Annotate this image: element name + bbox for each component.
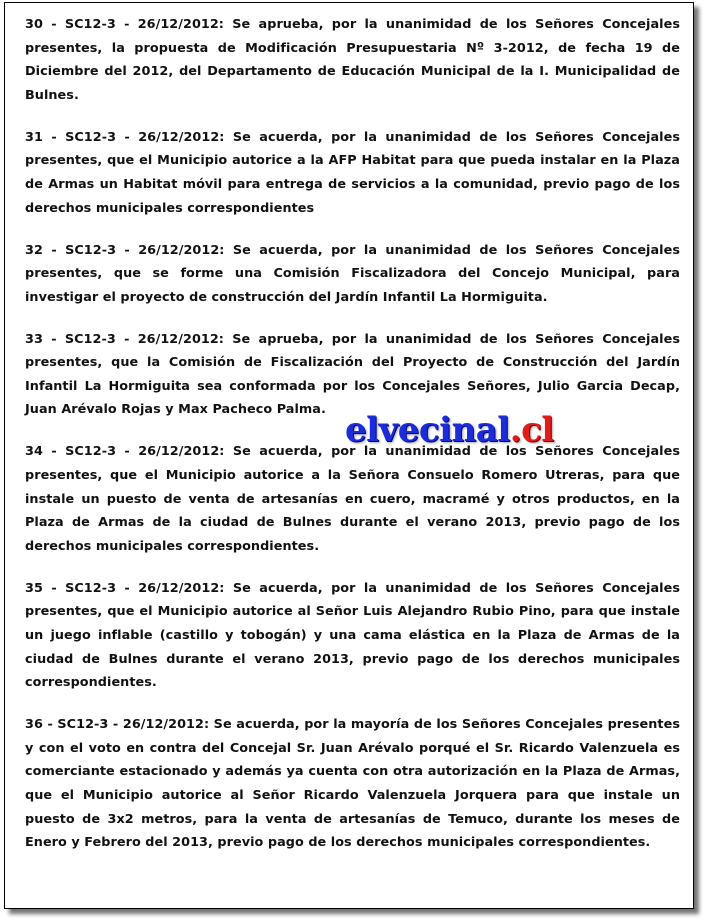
agreement-33: 33 - SC12-3 - 26/12/2012: Se aprueba, por la unanimidad de los Señores Concejales presentes, que la Comisión de Fiscalización del Proyecto de Construcción del Jardín Infantil La Hormiguita sea conformada por los Concejales Señores, Julio Garcia Decap, Juan Arévalo Rojas y Max Pacheco Palma. xyxy=(25,331,680,418)
agreement-31: 31 - SC12-3 - 26/12/2012: Se acuerda, por la unanimidad de los Señores Concejales presentes, que el Municipio autorice a la AFP Habitat para que pueda instalar en la Plaza de Armas un Habitat móvil para entrega de servicios a la comunidad, previo pago de los derechos municipales correspondientes xyxy=(25,129,680,216)
agreement-35: 35 - SC12-3 - 26/12/2012: Se acuerda, por la unanimidad de los Señores Concejales presentes, que el Municipio autorice al Señor Luis Alejandro Rubio Pino, para que instale un juego inflable (castillo y tobogán) y una cama elástica en la Plaza de Armas de la ciudad de Bulnes durante el verano 2013, previo pago de los derechos municipales correspondientes. xyxy=(25,580,680,691)
agreement-36: 36 - SC12-3 - 26/12/2012: Se acuerda, por la mayoría de los Señores Concejales presentes y con el voto en contra del Concejal Sr. Juan Arévalo porqué el Sr. Ricardo Valenzuela es comerciante estacionado y además ya cuenta con otra autorización en la Plaza de Armas, que el Municipio autorice al Señor Ricardo Valenzuela Jorquera para que instale un puesto de 3x2 metros, para la venta de artesanías de Temuco, durante los meses de Enero y Febrero del 2013, previo pago de los derechos municipales correspondientes. xyxy=(25,717,680,851)
agreement-30: 30 - SC12-3 - 26/12/2012: Se aprueba, por la unanimidad de los Señores Concejales presentes, la propuesta de Modificación Presupuestaria Nº 3-2012, de fecha 19 de Diciembre del 2012, del Departamento de Educación Municipal de la I. Municipalidad de Bulnes. xyxy=(25,17,680,103)
watermark-name: elvecinal xyxy=(345,410,510,450)
watermark-logo xyxy=(345,410,554,450)
agreement-34: 34 - SC12-3 - 26/12/2012: Se acuerda, por la unanimidad de los Señores Concejales presentes, que el Municipio autorice a la Señora Consuelo Romero Utreras, para que instale un puesto de venta de artesanías en cuero, macramé y otros productos, en la Plaza de Armas de la ciudad de Bulnes durante el verano 2013, previo pago de los derechos municipales correspondientes. xyxy=(25,444,680,554)
agreement-32: 32 - SC12-3 - 26/12/2012: Se acuerda, por la unanimidad de los Señores Concejales presentes, que se forme una Comisión Fiscalizadora del Concejo Municipal, para investigar el proyecto de construcción del Jardín Infantil La Hormiguita. xyxy=(25,242,680,305)
watermark-tld: .cl xyxy=(509,410,554,450)
document-page xyxy=(4,2,694,909)
